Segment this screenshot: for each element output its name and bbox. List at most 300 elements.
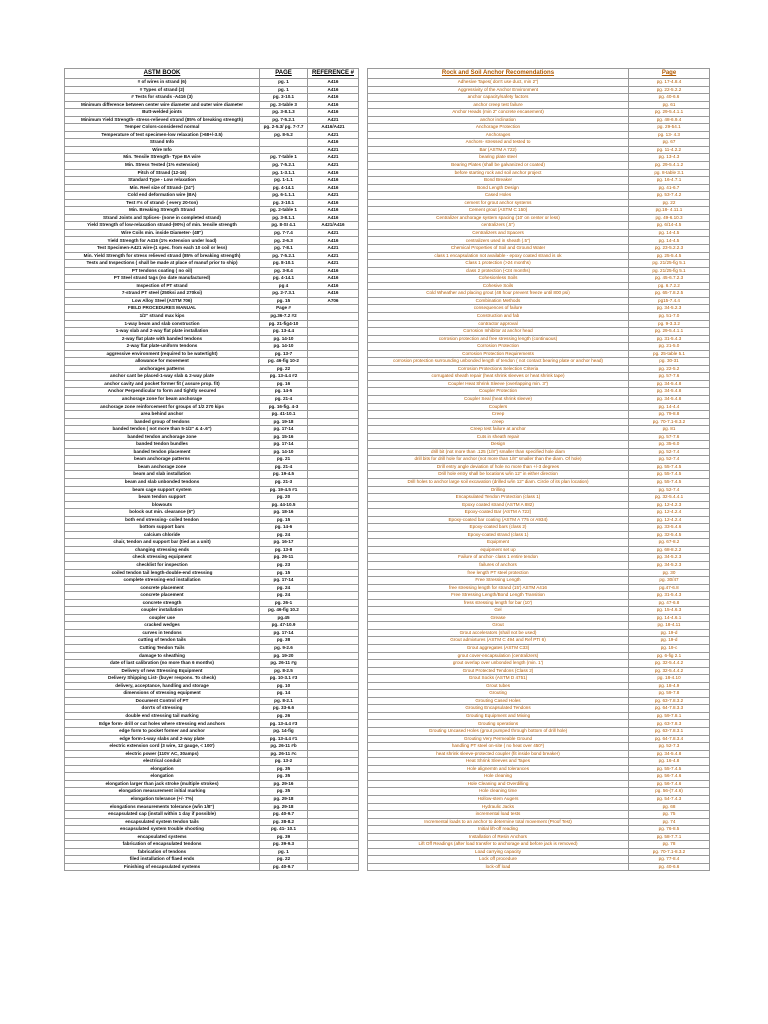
rock-page-cell: pg. 59-7.8: [629, 690, 710, 698]
rock-page-cell: pg. 29-5.4.1.1: [629, 328, 710, 336]
astm-reference-cell: [308, 343, 359, 351]
astm-page-cell: pg. 24: [260, 592, 308, 600]
spacer-cell: [359, 456, 368, 464]
astm-page-cell: pg. 41- 10.1: [260, 826, 308, 834]
rock-page-cell: pg. 45-6.7.2.3: [629, 275, 710, 283]
spacer-cell: [359, 509, 368, 517]
astm-topic-cell: concrete placement: [65, 592, 260, 600]
astm-page-cell: pg. 13-4.4 #3: [260, 720, 308, 728]
astm-topic-cell: electric extension cord (3 wire, 12 gauge, < 100'): [65, 743, 260, 751]
table-row: [65, 856, 710, 864]
rock-topic-cell: Cohesionless Soils: [368, 275, 629, 283]
astm-reference-cell: [308, 607, 359, 615]
astm-page-cell: pg. 39-9.3: [260, 841, 308, 849]
table-row: [65, 343, 710, 351]
rock-page-cell: pg. 70-7.1-8.3.2: [629, 418, 710, 426]
rock-page-cell: pg. 75: [629, 811, 710, 819]
table-row: [65, 743, 710, 751]
astm-reference-cell: [308, 811, 359, 819]
spacer-cell: [359, 350, 368, 358]
rock-page-cell: pg. 18-4.10: [629, 675, 710, 683]
rock-page-cell: pg. 34-5.4.8: [629, 388, 710, 396]
astm-page-cell: pg. 3-10.1: [260, 94, 308, 102]
rock-page-cell: pg. 55-7.4.5: [629, 478, 710, 486]
astm-reference-cell: A416: [308, 177, 359, 185]
astm-topic-cell: Min. Tensile Strength- Type BA wire: [65, 154, 260, 162]
table-row: [65, 592, 710, 600]
astm-page-cell: pg. 1-3.1.1: [260, 169, 308, 177]
astm-topic-cell: Delivery Shipping List- (buyer respons. To check): [65, 675, 260, 683]
spacer-cell: [359, 554, 368, 562]
rock-page-cell: pg. 30-31: [629, 358, 710, 366]
rock-page-cell: pg. 59-7.8.1: [629, 712, 710, 720]
spacer-cell: [359, 584, 368, 592]
astm-topic-cell: Anchor Perpendicular to form and tightly secured: [65, 388, 260, 396]
astm-reference-cell: [308, 584, 359, 592]
rock-topic-cell: Coupler Seal (heat shrink sleeve): [368, 395, 629, 403]
rock-topic-cell: grout cover-encapsulation (centralizers): [368, 652, 629, 660]
rock-page-cell: pg. 68: [629, 803, 710, 811]
astm-page-cell: pg. 8-5.2: [260, 131, 308, 139]
rock-page-cell: pg. 76-8.5: [629, 826, 710, 834]
rock-page-cell: pg. 52-7.3: [629, 743, 710, 751]
astm-page-cell: pg. 24: [260, 531, 308, 539]
table-row: [65, 350, 710, 358]
rock-page-cell: pg. 34-5.4.8: [629, 395, 710, 403]
table-row: [65, 675, 710, 683]
astm-topic-cell: coupler use: [65, 614, 260, 622]
rock-page-cell: pg. 14-4.4: [629, 403, 710, 411]
astm-topic-cell: anchor cavity and pocket former fit ( assure prop. fit): [65, 380, 260, 388]
astm-page-cell: pg 4: [260, 282, 308, 290]
rock-topic-cell: handling PT steel on-site ( no heat over 450*): [368, 743, 629, 751]
rock-page-cell: pg. 54-7.4.3: [629, 795, 710, 803]
rock-topic-cell: class 2 protection (<24 months): [368, 267, 629, 275]
table-row: [65, 697, 710, 705]
rock-page-cell: pg. 32-5.4.4.2: [629, 667, 710, 675]
table-row: [65, 297, 710, 305]
astm-reference-cell: [308, 486, 359, 494]
rock-page-cell: pg. 51-7.0: [629, 312, 710, 320]
astm-topic-cell: double end stressing tail marking: [65, 712, 260, 720]
rock-page-cell: pg. 8-table 3.1: [629, 169, 710, 177]
rock-topic-cell: Heat Shrink Sleeves and Tapes: [368, 758, 629, 766]
astm-reference-cell: [308, 539, 359, 547]
astm-page-cell: pg. 14-10: [260, 448, 308, 456]
spacer-cell: [359, 660, 368, 668]
spacer-cell: [359, 531, 368, 539]
astm-page-cell: pg. 1: [260, 79, 308, 87]
rock-page-cell: pg. 25-5.4.5: [629, 252, 710, 260]
rock-topic-cell: Anchorages: [368, 131, 629, 139]
rock-topic-cell: Bond Breaker: [368, 177, 629, 185]
astm-page-cell: pg. 15: [260, 516, 308, 524]
astm-page-cell: pg. 26-1: [260, 599, 308, 607]
table-row: [65, 199, 710, 207]
astm-reference-cell: [308, 652, 359, 660]
rock-topic-cell: Corrosion Protection Requirements: [368, 350, 629, 358]
astm-topic-cell: 1-way slab and 2-way flat plate installation: [65, 328, 260, 336]
astm-reference-cell: [308, 622, 359, 630]
astm-page-cell: pg. 41-10.1: [260, 411, 308, 419]
table-row: [65, 705, 710, 713]
rock-page-cell: pg. 64-7.8.3.4: [629, 735, 710, 743]
astm-page-cell: pg. 3-8.1.3: [260, 109, 308, 117]
astm-topic-cell: bottom support bars: [65, 524, 260, 532]
astm-page-cell: pg. 8-10.1: [260, 260, 308, 268]
rock-page-cell: pg. 17-4.8.4: [629, 79, 710, 87]
astm-topic-cell: encapsulated system trouble shooting: [65, 826, 260, 834]
rock-page-cell: pg. 29-5.4.1.1: [629, 109, 710, 117]
table-row: [65, 365, 710, 373]
table-row: [65, 848, 710, 856]
astm-topic-cell: banded tendon placement: [65, 448, 260, 456]
rock-topic-cell: Grouting: [368, 690, 629, 698]
rock-page-cell: pg. 52-7.4: [629, 456, 710, 464]
rock-page-cell: pg. 34-5.2.3: [629, 554, 710, 562]
spacer-cell: [359, 645, 368, 653]
rock-page-cell: pg. 31-5.4.3: [629, 592, 710, 600]
astm-topic-cell: Min. Reel size of Strand- (24"): [65, 184, 260, 192]
spacer-cell: [359, 562, 368, 570]
table-row: [65, 109, 710, 117]
spacer-cell: [359, 524, 368, 532]
rock-topic-cell: Grouting Uncased Holes (grout pumped through bottom of drill hole): [368, 728, 629, 736]
astm-topic-cell: Test #'s of strand- ( every 20-ton): [65, 199, 260, 207]
astm-reference-cell: A421: [308, 146, 359, 154]
astm-page-cell: [260, 146, 308, 154]
astm-topic-cell: elongation: [65, 773, 260, 781]
rock-page-cell: pg. 53-7.4.2: [629, 192, 710, 200]
rock-topic-cell: Coupler Heat Shrink Sleeve (overlapping min. 3"): [368, 380, 629, 388]
astm-topic-cell: Tests and Inspections ( shall be made at place of manuf prior to ship): [65, 260, 260, 268]
astm-topic-cell: calcium chloride: [65, 531, 260, 539]
astm-reference-cell: [308, 645, 359, 653]
rock-topic-cell: drill bit (not more than .125 (1/8") smaller than specified hole diam: [368, 448, 629, 456]
astm-topic-cell: cracked wedges: [65, 622, 260, 630]
rock-page-cell: pg. 9-3.3.2: [629, 320, 710, 328]
astm-page-cell: pg. 19-18: [260, 418, 308, 426]
astm-page-cell: pg. 29-16: [260, 780, 308, 788]
astm-page-cell: pg. 19-4.5 #1: [260, 486, 308, 494]
rock-topic-cell: fress stressing length for bar (10'): [368, 599, 629, 607]
rock-page-cell: pg. 22: [629, 199, 710, 207]
rock-page-cell: pg. 55-7.4.5: [629, 765, 710, 773]
astm-reference-cell: [308, 554, 359, 562]
rock-topic-cell: Grease: [368, 614, 629, 622]
spacer-cell: [359, 592, 368, 600]
astm-reference-cell: A421: [308, 192, 359, 200]
astm-page-cell: pg. 16-fig. 4-3: [260, 403, 308, 411]
rock-topic-cell: Drill holes to anchor large soil excavation (drilled w/in 12" diam. Circle of its plan location): [368, 478, 629, 486]
spacer-cell: [359, 169, 368, 177]
astm-topic-cell: # Types of strand (2): [65, 86, 260, 94]
spreadsheet: [64, 68, 710, 871]
rock-page-cell: pg. 74: [629, 818, 710, 826]
spacer-cell: [359, 463, 368, 471]
rock-topic-cell: Grout aggregates (ASTM C33): [368, 645, 629, 653]
spacer-cell: [359, 728, 368, 736]
astm-page-cell: pg. 35: [260, 788, 308, 796]
spacer-cell: [359, 305, 368, 313]
astm-reference-cell: [308, 743, 359, 751]
astm-page-cell: pg. 3-8.4: [260, 267, 308, 275]
rock-topic-cell: Cohesive Soils: [368, 282, 629, 290]
astm-reference-cell: [308, 780, 359, 788]
astm-page-cell: pg. 13-8: [260, 546, 308, 554]
rock-page-cell: pg. 70-7.1-8.3.2: [629, 848, 710, 856]
astm-reference-cell: A416: [308, 267, 359, 275]
rock-page-cell: pg. 63-7.8.3: [629, 720, 710, 728]
spacer-cell: [359, 577, 368, 585]
rock-page-cell: pg. 6.7.2.2: [629, 282, 710, 290]
astm-topic-cell: banded tendon anchorage zone: [65, 433, 260, 441]
astm-reference-cell: [308, 720, 359, 728]
spacer-cell: [359, 441, 368, 449]
rock-page-cell: pg. 29-5.4.1.2: [629, 162, 710, 170]
astm-topic-cell: banded tendon ( not more than 5-1/2" & 4-.6"): [65, 426, 260, 434]
table-row: [65, 569, 710, 577]
rock-topic-cell: Cold Wheather and placing grout (48 hour prevent freeze until 800 psi): [368, 290, 629, 298]
rock-page-cell: pg.18- 4.11.1: [629, 207, 710, 215]
astm-reference-cell: [308, 426, 359, 434]
spacer-cell: [359, 86, 368, 94]
astm-page-cell: pg. 14-10: [260, 343, 308, 351]
astm-topic-cell: Standard Type - Low relaxation: [65, 177, 260, 185]
astm-reference-cell: [308, 675, 359, 683]
table-row: [65, 463, 710, 471]
spacer-cell: [359, 229, 368, 237]
astm-topic-cell: Test Specimen-A421 wire-(1 spec. from each 10 coil or less): [65, 245, 260, 253]
spacer-cell: [359, 282, 368, 290]
rock-page-cell: pg. 40-6.6: [629, 94, 710, 102]
table-row: [65, 252, 710, 260]
astm-page-cell: pg. 46-fig 10-2: [260, 358, 308, 366]
astm-reference-cell: [308, 501, 359, 509]
rock-page-cell: pg. 15-4.6.3: [629, 607, 710, 615]
table-row: [65, 841, 710, 849]
table-row: [65, 101, 710, 109]
table-row: [65, 358, 710, 366]
rock-topic-cell: Failure of anchor- class 1 entire tendon: [368, 554, 629, 562]
spacer-cell: [359, 795, 368, 803]
astm-reference-cell: A416: [308, 184, 359, 192]
spacer-cell: [359, 184, 368, 192]
astm-page-cell: pg. 2-5.3/ pg. 7-7.7: [260, 124, 308, 132]
rock-topic-cell: Cased Holes: [368, 192, 629, 200]
spacer-cell: [359, 192, 368, 200]
rock-topic-cell: Cement grout (ASTM C 150): [368, 207, 629, 215]
astm-topic-cell: Document Control of PT: [65, 697, 260, 705]
astm-page-cell: pg. 10: [260, 682, 308, 690]
spacer-cell: [359, 139, 368, 147]
astm-topic-cell: Cold end deformation wire (BA): [65, 192, 260, 200]
astm-page-cell: pg. 21-4: [260, 463, 308, 471]
rock-topic-cell: Corrosion Protection: [368, 343, 629, 351]
astm-reference-cell: [308, 524, 359, 532]
rock-page-cell: pg. 58-7.7.1: [629, 833, 710, 841]
astm-page-cell: pg. 1: [260, 86, 308, 94]
spacer-cell: [359, 365, 368, 373]
rock-page-cell: pg. 29-54.1: [629, 124, 710, 132]
table-row: [65, 146, 710, 154]
rock-topic-cell: Cuts in sheath repair: [368, 433, 629, 441]
astm-reference-cell: [308, 320, 359, 328]
table-row: [65, 116, 710, 124]
astm-page-cell: pg. 21-fig4-10: [260, 320, 308, 328]
spacer-cell: [359, 690, 368, 698]
spacer-cell: [359, 388, 368, 396]
rock-topic-cell: contractor approval: [368, 320, 629, 328]
rock-topic-cell: Hole cleaning time: [368, 788, 629, 796]
astm-topic-cell: electric power (110V AC, 30amps): [65, 750, 260, 758]
rock-page-cell: pg. 67: [629, 139, 710, 147]
astm-page-cell: pg. 18-16: [260, 509, 308, 517]
astm-topic-cell: Cutting Tendon Tails: [65, 645, 260, 653]
spacer-cell: [359, 494, 368, 502]
rock-topic-cell: Grout: [368, 622, 629, 630]
astm-topic-cell: Edge form- drill or cut holes where stressing end anchors: [65, 720, 260, 728]
astm-reference-cell: A416: [308, 109, 359, 117]
rock-page-cell: pg. 16-4.7.1: [629, 177, 710, 185]
astm-reference-cell: [308, 826, 359, 834]
rock-page-cell: pg15-7.4.4: [629, 297, 710, 305]
rock-page-cell: pg. 40-6.6: [629, 863, 710, 871]
table-row: [65, 682, 710, 690]
astm-reference-cell: [308, 388, 359, 396]
astm-topic-cell: don'ts of stressing: [65, 705, 260, 713]
astm-topic-cell: Delivery of new Stressing Equipment: [65, 667, 260, 675]
spacer-cell: [359, 395, 368, 403]
spacer-cell: [359, 478, 368, 486]
rock-topic-cell: grout overlap over unbonded length (min. 1'): [368, 660, 629, 668]
astm-topic-cell: coiled tendon tail length-double-end stressing: [65, 569, 260, 577]
astm-topic-cell: both end stressing- coiled tendon: [65, 516, 260, 524]
astm-reference-cell: [308, 735, 359, 743]
rock-page-cell: pg. 34-5.4.8: [629, 750, 710, 758]
astm-reference-cell: [308, 697, 359, 705]
astm-reference-cell: [308, 803, 359, 811]
astm-topic-cell: elongation: [65, 765, 260, 773]
spacer-cell: [359, 116, 368, 124]
astm-page-cell: pg. 17-14: [260, 577, 308, 585]
astm-reference-cell: [308, 380, 359, 388]
astm-page-cell: pg. 8-2.5: [260, 667, 308, 675]
astm-reference-cell: [308, 848, 359, 856]
rock-page-cell: pg. 52-7.4: [629, 486, 710, 494]
astm-topic-cell: # Tests for strands -A416 (3): [65, 94, 260, 102]
astm-page-cell: pg. 22: [260, 856, 308, 864]
astm-reference-cell: [308, 471, 359, 479]
astm-reference-cell: A421: [308, 116, 359, 124]
spacer-cell: [359, 403, 368, 411]
rock-page-cell: pg. 30/47: [629, 577, 710, 585]
astm-reference-cell: [308, 312, 359, 320]
table-row: [65, 765, 710, 773]
astm-reference-cell: [308, 690, 359, 698]
spacer-cell: [359, 735, 368, 743]
table-row: [65, 380, 710, 388]
table-row: [65, 818, 710, 826]
rock-topic-cell: Grouting operations: [368, 720, 629, 728]
astm-topic-cell: coupler installation: [65, 607, 260, 615]
astm-page-cell: pg. 15: [260, 297, 308, 305]
table-row: [65, 275, 710, 283]
astm-reference-cell: A416: [308, 169, 359, 177]
table-row: [65, 418, 710, 426]
astm-page-cell: pg. 14: [260, 690, 308, 698]
astm-topic-cell: Yield Strength of low-relaxation strand-(90%) of min. tensile strength: [65, 222, 260, 230]
astm-topic-cell: filed installation of flaed ends: [65, 856, 260, 864]
rock-page-cell: pg. 25-table 5.1: [629, 350, 710, 358]
rock-topic-cell: Drill hole entry shall be locations w/in 12" in either direction: [368, 471, 629, 479]
rock-page-cell: pg. 22-5.2.2: [629, 86, 710, 94]
astm-page-cell: pg. 39: [260, 833, 308, 841]
table-row: [65, 169, 710, 177]
rock-topic-cell: Load carrying capacity: [368, 848, 629, 856]
spacer-cell: [359, 433, 368, 441]
astm-reference-cell: A416: [308, 214, 359, 222]
table-row: [65, 780, 710, 788]
astm-topic-cell: anchorage zone for beam anchorage: [65, 395, 260, 403]
rock-page-cell: pg. 12-4.2.4: [629, 516, 710, 524]
spacer-cell: [359, 486, 368, 494]
astm-page-cell: pg. 3-8.1.1: [260, 214, 308, 222]
astm-reference-cell: [308, 418, 359, 426]
rock-topic-cell: Grouting Cased Holes: [368, 697, 629, 705]
rock-topic-cell: Bond Length Design: [368, 184, 629, 192]
rock-topic-cell: lock-off load: [368, 863, 629, 871]
astm-topic-cell: # of wires in strand (6): [65, 79, 260, 87]
astm-page-cell: pg. 3-table 3: [260, 101, 308, 109]
spacer-cell: [359, 252, 368, 260]
rock-topic-cell: Grout Protected Tendons (Class 2): [368, 667, 629, 675]
astm-topic-cell: fabrication of encapsulated tendons: [65, 841, 260, 849]
rock-page-cell: pg. 48-6.9.4: [629, 116, 710, 124]
astm-topic-cell: edge form-1-way slabs and 2-way plate: [65, 735, 260, 743]
rock-topic-cell: Lock off procedure: [368, 856, 629, 864]
rock-page-cell: pg. 12-4.2.4: [629, 509, 710, 517]
rock-topic-cell: corrosion protection and free stressing length (continuous): [368, 335, 629, 343]
astm-topic-cell: delivery, acceptance, handling and storage: [65, 682, 260, 690]
astm-reference-cell: [308, 305, 359, 313]
table-row: [65, 426, 710, 434]
astm-topic-cell: date of last calibration (no more than 6 months): [65, 660, 260, 668]
table-row: [65, 282, 710, 290]
astm-page-cell: pg. 14-10: [260, 335, 308, 343]
astm-reference-cell: [308, 395, 359, 403]
rock-topic-cell: class 1 encapsulation not available - epoxy coated strand is ok: [368, 252, 629, 260]
astm-page-cell: pg. 26: [260, 712, 308, 720]
astm-topic-cell: elongation measurement initial marking: [65, 788, 260, 796]
astm-topic-cell: 2-way flat plate with banded tendons: [65, 335, 260, 343]
astm-page-cell: pg. 7-8.1: [260, 245, 308, 253]
rock-page-cell: pg. 21/25-fig 5.1: [629, 267, 710, 275]
astm-topic-cell: Min. Yield Strength for stress relieved strand (85% of breaking strength): [65, 252, 260, 260]
table-row: [65, 637, 710, 645]
rock-page-cell: pg. 14-4.5: [629, 229, 710, 237]
astm-page-cell: pg. 23: [260, 562, 308, 570]
astm-page-cell: pg. 2-7.3.1: [260, 290, 308, 298]
astm-topic-cell: beam cage support system: [65, 486, 260, 494]
astm-page-cell: [260, 139, 308, 147]
astm-page-cell: pg. 19-4.5: [260, 471, 308, 479]
table-row: [65, 94, 710, 102]
astm-reference-cell: A416: [308, 282, 359, 290]
rock-topic-cell: Grouting Equipment and Mixing: [368, 712, 629, 720]
rock-topic-cell: Anchors- stressed and tested to: [368, 139, 629, 147]
spacer-cell: [359, 79, 368, 87]
